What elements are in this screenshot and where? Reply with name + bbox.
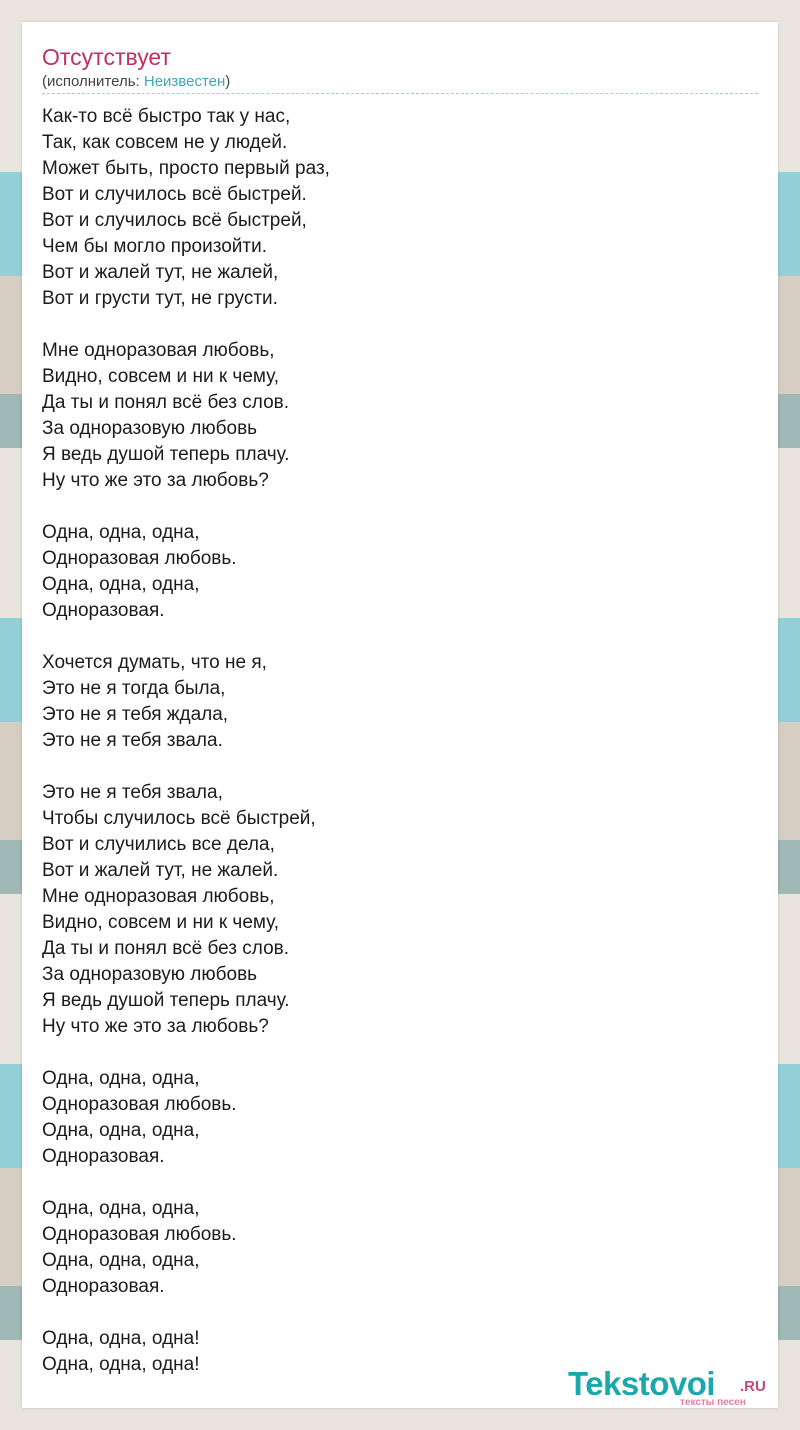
- lyric-line: Одна, одна, одна,: [42, 1120, 200, 1141]
- lyric-line: Может быть, просто первый раз,: [42, 158, 330, 179]
- lyric-line: Я ведь душой теперь плачу.: [42, 990, 290, 1011]
- lyric-line: Это не я тебя звала.: [42, 730, 223, 751]
- lyric-line: Одноразовая.: [42, 600, 165, 621]
- lyric-line: Чтобы случилось всё быстрей,: [42, 808, 316, 829]
- lyric-line: Хочется думать, что не я,: [42, 652, 267, 673]
- lyric-line: Одна, одна, одна,: [42, 522, 200, 543]
- lyric-line: Мне одноразовая любовь,: [42, 340, 275, 361]
- lyric-line: Одноразовая любовь.: [42, 1094, 237, 1115]
- lyric-line: Видно, совсем и ни к чему,: [42, 366, 280, 387]
- lyric-line: Это не я тогда была,: [42, 678, 226, 699]
- song-title: Отсутствует: [42, 44, 171, 70]
- artist-prefix: (исполнитель:: [42, 73, 144, 90]
- lyric-line: Как-то всё быстро так у нас,: [42, 106, 291, 127]
- artist-link[interactable]: Неизвестен: [143, 73, 226, 90]
- lyrics-card: [22, 22, 778, 1408]
- lyric-line: Да ты и понял всё без слов.: [42, 392, 290, 413]
- logo-wordmark: Tekstovoi: [568, 1365, 716, 1402]
- lyric-line: Так, как совсем не у людей.: [42, 132, 288, 153]
- lyrics-stanza: [42, 780, 742, 1040]
- tekstovoi-logo[interactable]: [568, 1365, 778, 1409]
- lyric-line: Вот и жалей тут, не жалей.: [42, 860, 279, 881]
- lyric-line: Одноразовая.: [42, 1146, 165, 1167]
- lyric-line: Вот и случилось всё быстрей.: [42, 184, 307, 205]
- lyrics-stanza: [42, 338, 742, 494]
- lyrics-text: [42, 104, 742, 1404]
- title-divider: [42, 93, 758, 94]
- lyric-line: Одна, одна, одна,: [42, 1068, 200, 1089]
- lyric-line: Вот и грусти тут, не грусти.: [42, 288, 278, 309]
- lyric-line: Вот и случилось всё быстрей,: [42, 210, 307, 231]
- lyric-line: Одноразовая.: [42, 1276, 165, 1297]
- lyric-line: Одна, одна, одна,: [42, 1250, 200, 1271]
- artist-suffix: ): [225, 73, 231, 90]
- lyric-line: Вот и жалей тут, не жалей,: [42, 262, 279, 283]
- lyric-line: Это не я тебя ждала,: [42, 704, 229, 725]
- lyric-line: Ну что же это за любовь?: [42, 470, 269, 491]
- lyrics-stanza: [42, 1196, 742, 1300]
- lyric-line: Ну что же это за любовь?: [42, 1016, 269, 1037]
- lyric-line: Одноразовая любовь.: [42, 1224, 237, 1245]
- lyric-line: За одноразовую любовь: [42, 418, 258, 439]
- lyric-line: Вот и случились все дела,: [42, 834, 275, 855]
- lyric-line: Одна, одна, одна!: [42, 1354, 200, 1375]
- lyrics-stanza: [42, 650, 742, 754]
- lyrics-stanza: [42, 520, 742, 624]
- lyric-line: За одноразовую любовь: [42, 964, 258, 985]
- lyrics-stanza: [42, 1066, 742, 1170]
- logo-tld: .RU: [740, 1378, 766, 1395]
- lyric-line: Да ты и понял всё без слов.: [42, 938, 290, 959]
- lyric-line: Чем бы могло произойти.: [42, 236, 267, 257]
- lyrics-stanza: [42, 104, 742, 312]
- lyric-line: Я ведь душой теперь плачу.: [42, 444, 290, 465]
- lyric-line: Одна, одна, одна,: [42, 574, 200, 595]
- lyric-line: Одноразовая любовь.: [42, 548, 237, 569]
- lyric-line: Видно, совсем и ни к чему,: [42, 912, 280, 933]
- lyric-line: Одна, одна, одна!: [42, 1328, 200, 1349]
- logo-tagline: тексты песен: [680, 1397, 746, 1408]
- lyric-line: Мне одноразовая любовь,: [42, 886, 275, 907]
- lyric-line: Одна, одна, одна,: [42, 1198, 200, 1219]
- lyric-line: Это не я тебя звала,: [42, 782, 223, 803]
- artist-line: [42, 73, 230, 91]
